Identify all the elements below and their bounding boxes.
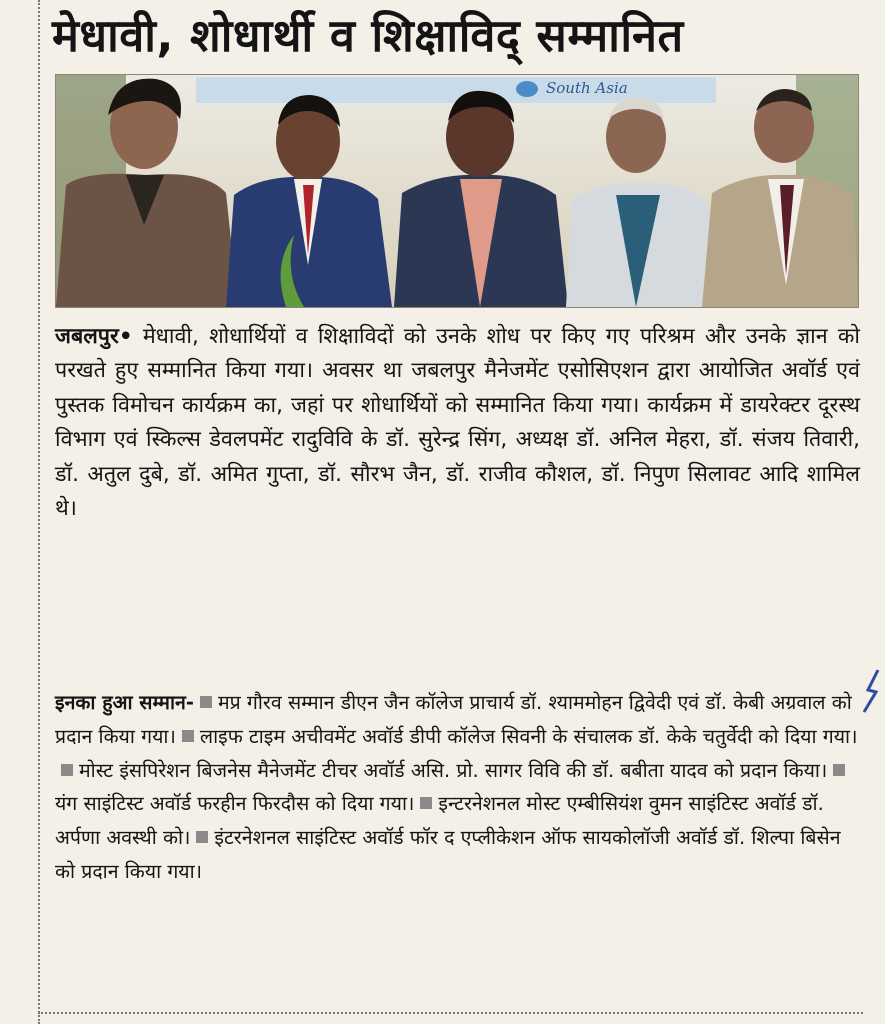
honor-item: लाइफ टाइम अचीवमेंट अवॉर्ड डीपी कॉलेज सिवनी के संचालक डॉ. केके चतुर्वेदी को दिया गया। <box>199 724 858 748</box>
square-bullet-icon <box>833 764 845 776</box>
headline: मेधावी, शोधार्थी व शिक्षाविद् सम्मानित <box>52 9 684 62</box>
article-body <box>55 320 860 526</box>
pen-mark-icon <box>860 668 882 714</box>
banner-logo-icon <box>516 81 538 97</box>
dateline: जबलपुर <box>55 324 119 349</box>
photo-backdrop <box>56 75 858 307</box>
honor-item: मोस्ट इंसपिरेशन बिजनेस मैनेजमेंट टीचर अवॉर्ड असि. प्रो. सागर विवि की डॉ. बबीता यादव को प्रदान किया। <box>79 758 828 782</box>
square-bullet-icon <box>196 831 208 843</box>
news-photo <box>55 74 859 308</box>
honors-label: इनका हुआ सम्मान- <box>55 691 194 714</box>
honor-item: इन्टरनेशनल मोस्ट एम्बीसियंश वुमन साइंटिस्ट अवॉर्ड डॉ. अर्पणा अवस्थी को। <box>55 792 824 850</box>
square-bullet-icon <box>420 797 432 809</box>
honors-section <box>55 686 865 889</box>
honor-item: मप्र गौरव सम्मान डीएन जैन कॉलेज प्राचार्य डॉ. श्याममोहन द्विवेदी एवं डॉ. केबी अग्रवाल को प्रदान किया गया। <box>55 691 852 748</box>
square-bullet-icon <box>200 696 212 708</box>
dotted-column-rule <box>38 0 40 1024</box>
dateline-mark: • <box>118 324 133 349</box>
honor-item: इंटरनेशनल साइंटिस्ट अवॉर्ड फॉर द एप्लीकेशन ऑफ सायकोलॉजी अवॉर्ड डॉ. शिल्पा बिसेन को प्रदान किया गया। <box>55 826 841 883</box>
banner-text: South Asia <box>546 79 628 97</box>
article-paragraph: मेधावी, शोधार्थियों व शिक्षाविदों को उनके शोध पर किए गए परिश्रम और उनके ज्ञान को परखते हुए सम्मानित किया गया। अवसर था जबलपुर मैनेजमेंट एसोसिएशन द्वारा आयोजित अवॉर्ड एवं पुस्तक विमोचन कार्यक्रम का, जहां पर शोधार्थियों को सम्मानित किया गया। कार्यक्रम में डायरेक्टर दूरस्थ विभाग एवं स्किल्स डेवलपमेंट रादुविवि के डॉ. सुरेन्द्र सिंग, अध्यक्ष डॉ. अनिल मेहरा, डॉ. संजय तिवारी, डॉ. अतुल दुबे, डॉ. अमित गुप्ता, डॉ. सौरभ जैन, डॉ. राजीव कौशल, डॉ. निपुण सिलावट आदि शामिल थे। <box>55 324 860 522</box>
square-bullet-icon <box>61 764 73 776</box>
dotted-bottom-rule <box>38 1012 863 1014</box>
honor-item: यंग साइंटिस्ट अवॉर्ड फरहीन फिरदौस को दिया गया। <box>55 792 415 816</box>
square-bullet-icon <box>182 730 194 742</box>
